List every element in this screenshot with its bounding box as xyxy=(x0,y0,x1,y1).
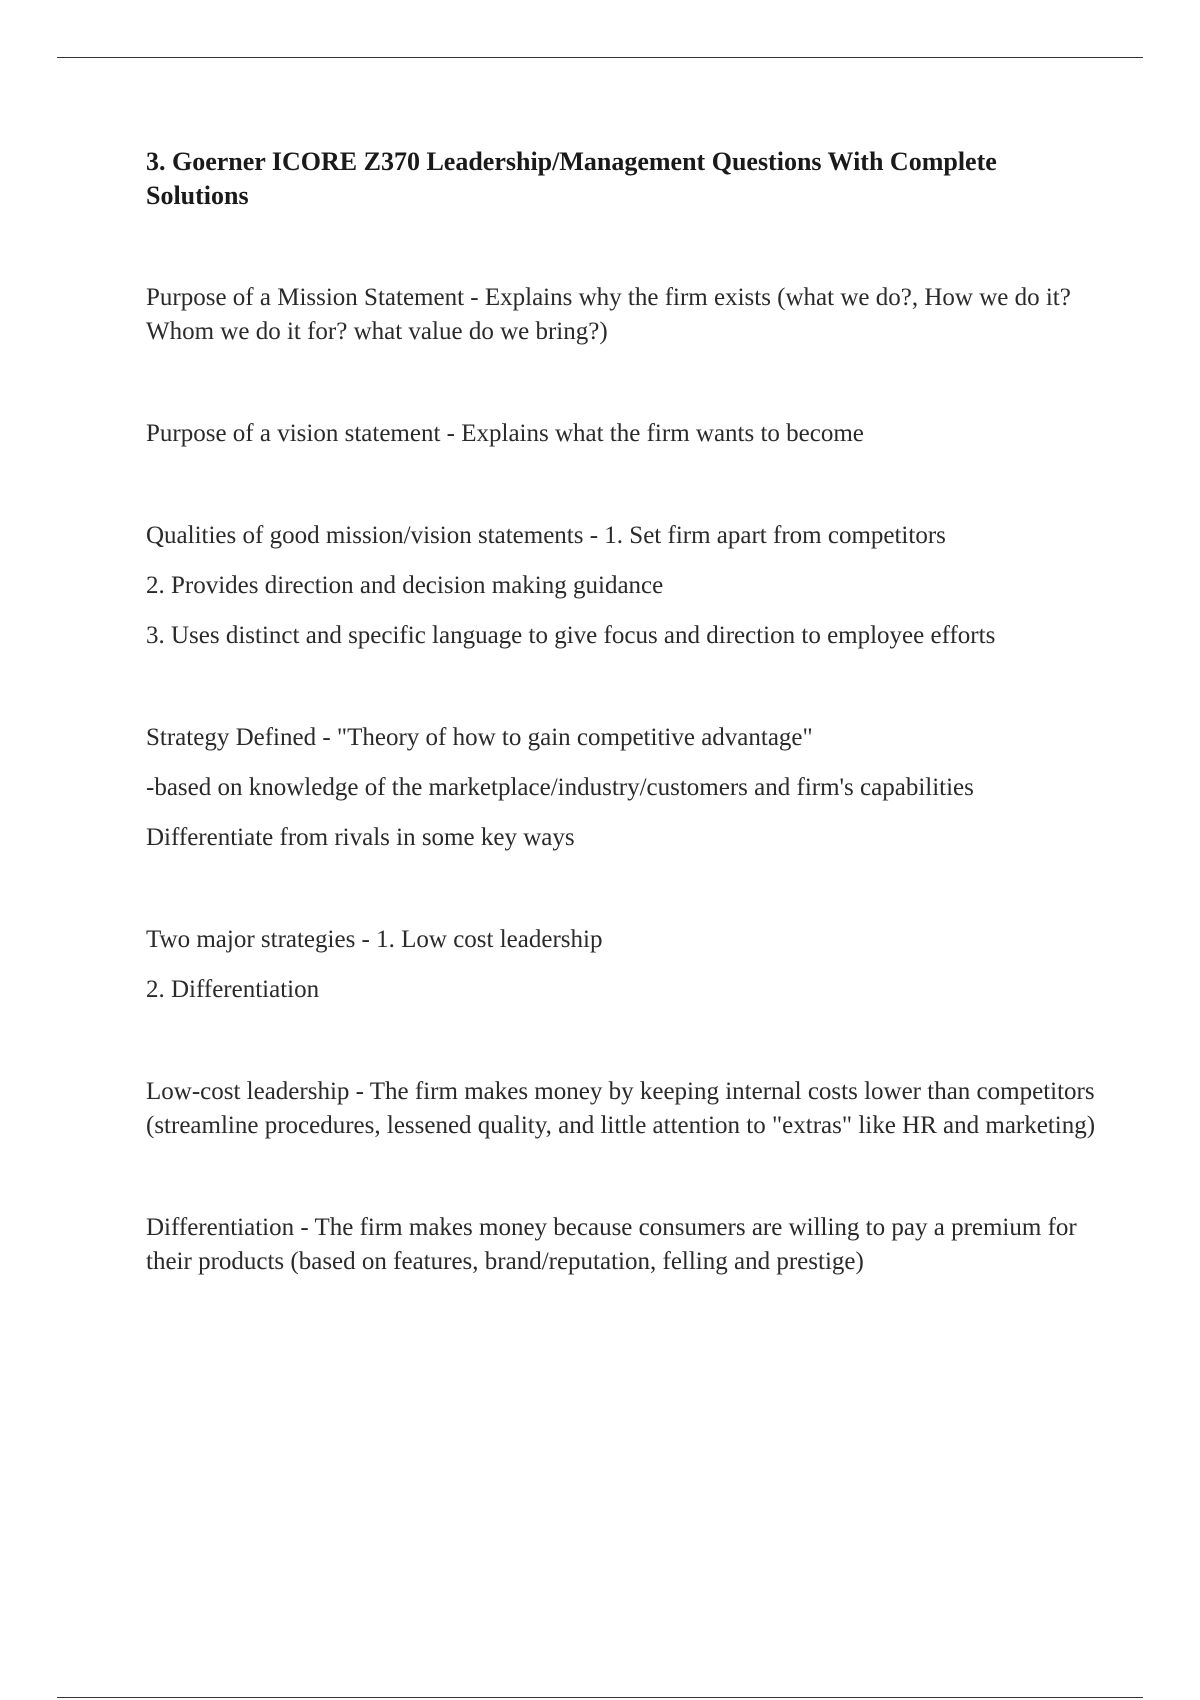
qa-line: 2. Differentiation xyxy=(146,976,320,1003)
qa-line: Purpose of a Mission Statement - Explains why the firm exists (what we do?, How we do it? Whom we do it for? what value do we bring?) xyxy=(146,284,1071,345)
qa-entry-two-strategies xyxy=(146,923,1096,1007)
qa-entry-qualities xyxy=(146,519,1096,653)
qa-line: Differentiate from rivals in some key ways xyxy=(146,824,575,851)
qa-entry-differentiation xyxy=(146,1211,1096,1279)
qa-line: Low-cost leadership - The firm makes money by keeping internal costs lower than competitors (streamline procedures, lessened quality, and little attention to "extras" like HR and marketing) xyxy=(146,1078,1096,1139)
qa-line: 2. Provides direction and decision making guidance xyxy=(146,572,664,599)
qa-line: Purpose of a vision statement - Explains what the firm wants to become xyxy=(146,420,864,447)
qa-line: Qualities of good mission/vision statements - 1. Set firm apart from competitors xyxy=(146,522,946,549)
qa-line: Two major strategies - 1. Low cost leadership xyxy=(146,926,603,953)
footer-rule xyxy=(57,1697,1143,1698)
qa-line: Differentiation - The firm makes money because consumers are willing to pay a premium for their products (based on features, brand/reputation, felling and prestige) xyxy=(146,1214,1077,1275)
qa-entry-vision-statement xyxy=(146,417,1096,451)
qa-line: Strategy Defined - "Theory of how to gain competitive advantage" xyxy=(146,724,813,751)
qa-entry-mission-statement xyxy=(146,281,1096,349)
header-rule xyxy=(57,57,1143,58)
document-body xyxy=(146,145,1096,1279)
document-title: 3. Goerner ICORE Z370 Leadership/Management Questions With Complete Solutions xyxy=(146,147,997,210)
qa-line: 3. Uses distinct and specific language to give focus and direction to employee efforts xyxy=(146,622,996,649)
qa-entry-low-cost-leadership xyxy=(146,1075,1096,1143)
qa-entry-strategy-defined xyxy=(146,721,1096,855)
qa-line: -based on knowledge of the marketplace/industry/customers and firm's capabilities xyxy=(146,774,974,801)
